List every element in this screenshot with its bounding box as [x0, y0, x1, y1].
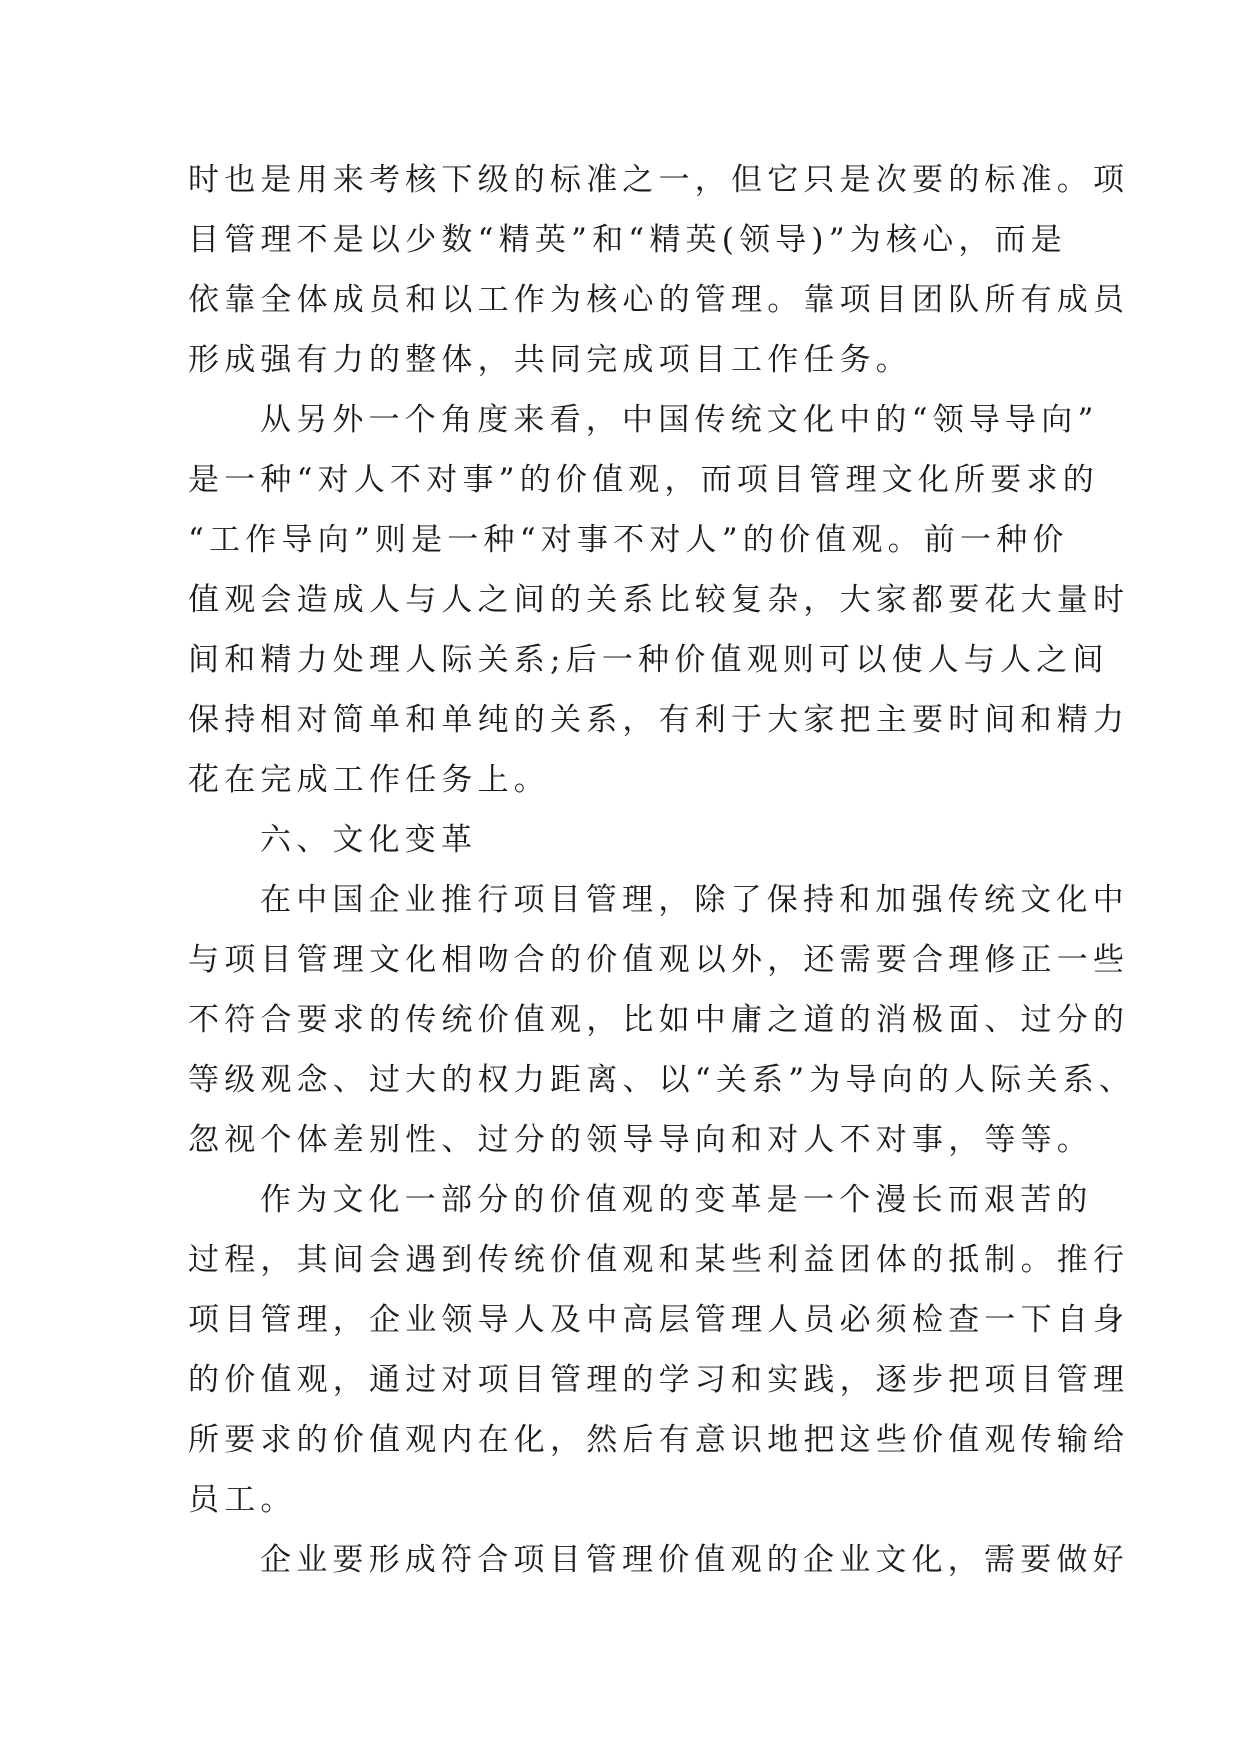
text-line: 项目管理，企业领导人及中高层管理人员必须检查一下自身 [188, 1302, 1130, 1338]
text-line: 的价值观，通过对项目管理的学习和实践，逐步把项目管理 [188, 1362, 1130, 1398]
text-line: 依靠全体成员和以工作为核心的管理。靠项目团队所有成员 [188, 282, 1130, 318]
text-line: 时也是用来考核下级的标准之一，但它只是次要的标准。项 [188, 162, 1130, 198]
text-line: 等级观念、过大的权力距离、以“关系”为导向的人际关系、 [188, 1062, 1136, 1098]
text-line: 忽视个体差别性、过分的领导导向和对人不对事，等等。 [188, 1122, 1093, 1158]
text-line: 过程，其间会遇到传统价值观和某些利益团体的抵制。推行 [188, 1242, 1130, 1278]
paragraph-first-line: 从另外一个角度来看，中国传统文化中的“领导导向” [260, 402, 1099, 438]
text-line: 所要求的价值观内在化，然后有意识地把这些价值观传输给 [188, 1422, 1130, 1458]
text-line: 员工。 [188, 1482, 297, 1518]
paragraph-first-line: 六、文化变革 [260, 822, 478, 858]
text-line: 目管理不是以少数“精英”和“精英(领导)”为核心，而是 [188, 222, 1067, 258]
paragraph-first-line: 作为文化一部分的价值观的变革是一个漫长而艰苦的 [260, 1182, 1093, 1218]
document-body [188, 150, 1136, 1590]
text-line: 不符合要求的传统价值观，比如中庸之道的消极面、过分的 [188, 1002, 1130, 1038]
text-line: “工作导向”则是一种“对事不对人”的价值观。前一种价 [188, 522, 1069, 558]
paragraph-first-line: 企业要形成符合项目管理价值观的企业文化，需要做好 [260, 1542, 1129, 1578]
text-line: 值观会造成人与人之间的关系比较复杂，大家都要花大量时 [188, 582, 1130, 618]
text-line: 保持相对简单和单纯的关系，有利于大家把主要时间和精力 [188, 702, 1130, 738]
text-line: 是一种“对人不对事”的价值观，而项目管理文化所要求的 [188, 462, 1099, 498]
text-line: 间和精力处理人际关系;后一种价值观则可以使人与人之间 [188, 642, 1109, 678]
paragraph-first-line: 在中国企业推行项目管理，除了保持和加强传统文化中 [260, 882, 1129, 918]
text-line: 花在完成工作任务上。 [188, 762, 550, 798]
text-line: 与项目管理文化相吻合的价值观以外，还需要合理修正一些 [188, 942, 1130, 978]
text-line: 形成强有力的整体，共同完成项目工作任务。 [188, 342, 912, 378]
